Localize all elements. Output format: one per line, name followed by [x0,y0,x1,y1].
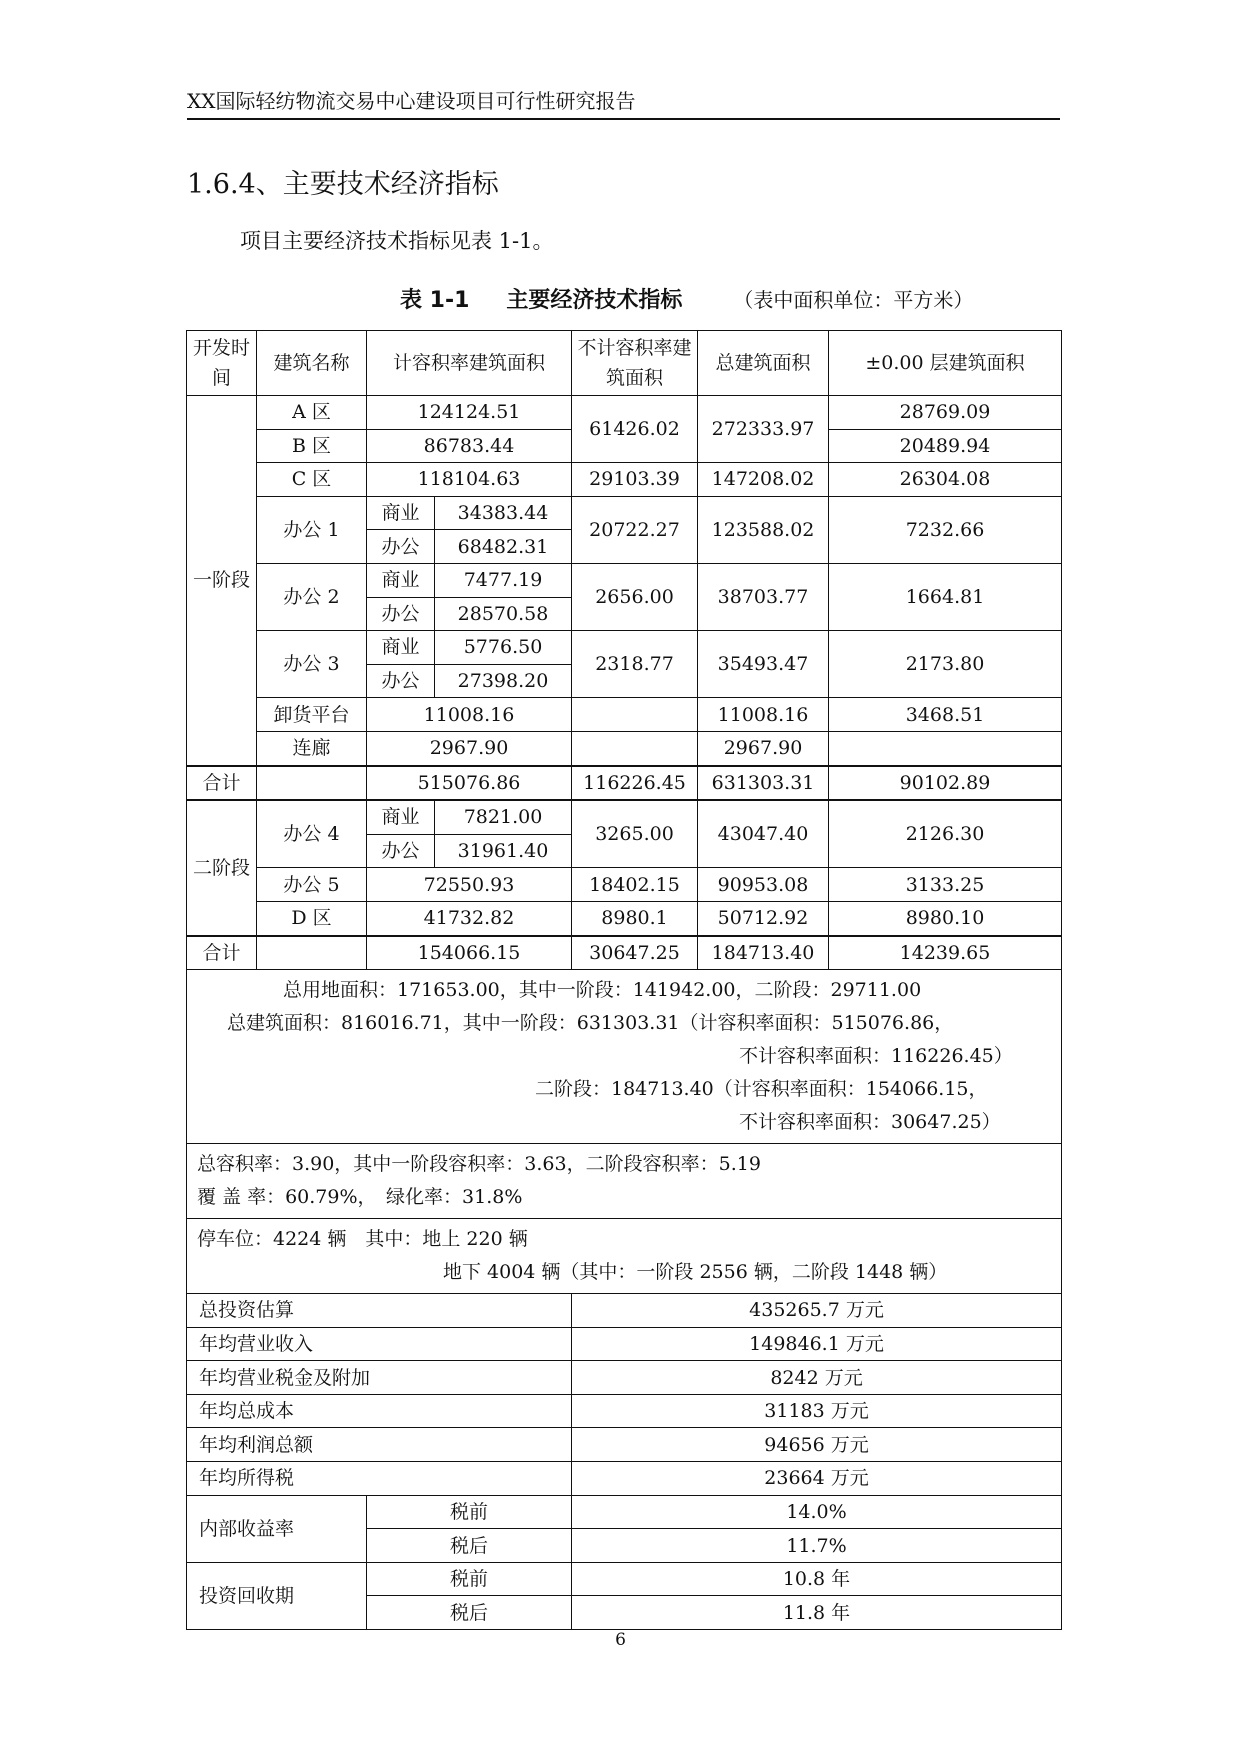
running-header: XX国际轻纺物流交易中心建设项目可行性研究报告 [187,86,1060,120]
payback-post-value: 11.8 年 [572,1596,1062,1630]
table-row [187,698,1062,732]
far-value: 86783.44 [367,429,572,463]
ground-value: 7232.66 [829,496,1062,563]
table-unit-note: （表中面积单位：平方米） [733,288,974,312]
row-name: B 区 [257,429,367,463]
finance-value: 435265.7 万元 [572,1294,1062,1328]
sub-label: 商业 [367,563,435,597]
far-value: 41732.82 [367,901,572,935]
parking-note-line1: 停车位：4224 辆 其中：地上 220 辆 [197,1228,528,1251]
far-value: 7477.19 [435,563,572,597]
finance-label: 年均总成本 [187,1394,572,1428]
table-row [187,496,1062,530]
total-value: 2967.90 [698,731,829,765]
nonfar-value: 18402.15 [572,868,698,902]
stage1-label: 一阶段 [187,396,257,766]
finance-row [187,1294,1062,1328]
row-name: 办公 4 [257,800,367,868]
header-building-name: 建筑名称 [257,331,367,396]
far-value: 2967.90 [367,731,572,765]
finance-value: 31183 万元 [572,1394,1062,1428]
ground-value: 8980.10 [829,901,1062,935]
finance-value: 94656 万元 [572,1428,1062,1462]
ground-value: 2173.80 [829,631,1062,698]
nonfar-value: 3265.00 [572,800,698,868]
finance-label: 年均利润总额 [187,1428,572,1462]
total-value: 272333.97 [698,396,829,463]
table-row [187,463,1062,497]
row-name: 办公 5 [257,868,367,902]
pre-tax-label: 税前 [367,1495,572,1529]
header-nonfar-area: 不计容积率建筑面积 [572,331,698,396]
indicator-table [186,330,1062,1630]
total-label: 合计 [187,766,257,801]
ratio-notes [187,1144,1062,1219]
row-name: 办公 1 [257,496,367,563]
far-value: 5776.50 [435,631,572,665]
table-row [187,800,1062,834]
header-dev-time: 开发时间 [187,331,257,396]
total-value: 35493.47 [698,631,829,698]
far-value: 124124.51 [367,396,572,430]
row-name: 办公 2 [257,563,367,630]
total-value: 123588.02 [698,496,829,563]
row-name: 连廊 [257,731,367,765]
far-value: 72550.93 [367,868,572,902]
gfa-note-line2: 不计容积率面积：116226.45） [739,1045,1013,1068]
ground-value: 3468.51 [829,698,1062,732]
sub-label: 办公 [367,834,435,868]
ground-value: 3133.25 [829,868,1062,902]
nonfar-value: 116226.45 [572,766,698,801]
header-far-area: 计容积率建筑面积 [367,331,572,396]
table-row [187,901,1062,935]
row-name: A 区 [257,396,367,430]
stage2-total-row [187,936,1062,970]
finance-value: 8242 万元 [572,1361,1062,1395]
sub-label: 商业 [367,496,435,530]
total-value: 50712.92 [698,901,829,935]
table-row [187,731,1062,765]
finance-row [187,1462,1062,1496]
total-value: 38703.77 [698,563,829,630]
nonfar-value: 30647.25 [572,936,698,970]
gfa-note-line1: 总建筑面积：816016.71，其中一阶段：631303.31（计容积率面积：515076.86， [227,1012,954,1035]
payback-label: 投资回收期 [187,1562,367,1629]
table-header-row [187,331,1062,396]
pre-tax-label: 税前 [367,1562,572,1596]
ground-value: 28769.09 [829,396,1062,430]
gfa-note-line4: 不计容积率面积：30647.25） [739,1111,1001,1134]
post-tax-label: 税后 [367,1529,572,1563]
sub-label: 办公 [367,530,435,564]
nonfar-value [572,731,698,765]
far-value: 11008.16 [367,698,572,732]
area-notes-row [187,970,1062,1144]
nonfar-value: 20722.27 [572,496,698,563]
page-number: 6 [615,1630,626,1650]
total-value: 184713.40 [698,936,829,970]
ratio-notes-row [187,1144,1062,1219]
payback-pre-value: 10.8 年 [572,1562,1062,1596]
ground-value: 14239.65 [829,936,1062,970]
table-number: 表 1-1 [400,288,470,313]
area-notes [187,970,1062,1144]
sub-label: 办公 [367,664,435,698]
stage1-total-row [187,766,1062,801]
far-value: 515076.86 [367,766,572,801]
far-value: 27398.20 [435,664,572,698]
header-ground-area: ±0.00 层建筑面积 [829,331,1062,396]
far-note: 总容积率：3.90，其中一阶段容积率：3.63，二阶段容积率：5.19 [197,1153,761,1176]
sub-label: 商业 [367,631,435,665]
post-tax-label: 税后 [367,1596,572,1630]
table-row [187,631,1062,665]
finance-row [187,1327,1062,1361]
far-value: 68482.31 [435,530,572,564]
far-value: 34383.44 [435,496,572,530]
far-value: 7821.00 [435,800,572,834]
sub-label: 办公 [367,597,435,631]
finance-label: 年均营业税金及附加 [187,1361,572,1395]
empty-cell [257,766,367,801]
empty-cell [257,936,367,970]
finance-label: 年均所得税 [187,1462,572,1496]
table-row [187,868,1062,902]
finance-row [187,1562,1062,1596]
finance-label: 年均营业收入 [187,1327,572,1361]
finance-row [187,1428,1062,1462]
sub-label: 商业 [367,800,435,834]
stage2-label: 二阶段 [187,800,257,935]
row-name: D 区 [257,901,367,935]
row-name: 办公 3 [257,631,367,698]
nonfar-value: 8980.1 [572,901,698,935]
total-value: 147208.02 [698,463,829,497]
finance-row [187,1394,1062,1428]
table-row [187,563,1062,597]
irr-label: 内部收益率 [187,1495,367,1562]
table-caption [400,285,973,316]
total-value: 631303.31 [698,766,829,801]
finance-row [187,1361,1062,1395]
intro-paragraph: 项目主要经济技术指标见表 1-1。 [240,229,554,253]
finance-value: 23664 万元 [572,1462,1062,1496]
irr-pre-value: 14.0% [572,1495,1062,1529]
total-value: 90953.08 [698,868,829,902]
far-value: 28570.58 [435,597,572,631]
table-name: 主要经济技术指标 [506,287,683,313]
total-label: 合计 [187,936,257,970]
ground-value: 2126.30 [829,800,1062,868]
ground-value [829,731,1062,765]
header-total-area: 总建筑面积 [698,331,829,396]
far-value: 118104.63 [367,463,572,497]
nonfar-value [572,698,698,732]
irr-post-value: 11.7% [572,1529,1062,1563]
ground-value: 90102.89 [829,766,1062,801]
ground-value: 1664.81 [829,563,1062,630]
finance-row [187,1495,1062,1529]
nonfar-value: 29103.39 [572,463,698,497]
total-value: 11008.16 [698,698,829,732]
nonfar-value: 2656.00 [572,563,698,630]
nonfar-value: 2318.77 [572,631,698,698]
parking-notes-row [187,1219,1062,1294]
parking-note-line2: 地下 4004 辆（其中：一阶段 2556 辆，二阶段 1448 辆） [443,1261,948,1284]
total-value: 43047.40 [698,800,829,868]
table-row [187,396,1062,430]
row-name: C 区 [257,463,367,497]
finance-label: 总投资估算 [187,1294,572,1328]
row-name: 卸货平台 [257,698,367,732]
gfa-note-line3: 二阶段：184713.40（计容积率面积：154066.15， [535,1078,988,1101]
land-area-note: 总用地面积：171653.00，其中一阶段：141942.00，二阶段：29711.00 [283,979,922,1002]
finance-value: 149846.1 万元 [572,1327,1062,1361]
section-title: 1.6.4、主要技术经济指标 [187,169,499,200]
far-value: 154066.15 [367,936,572,970]
nonfar-value: 61426.02 [572,396,698,463]
ground-value: 20489.94 [829,429,1062,463]
far-value: 31961.40 [435,834,572,868]
coverage-note: 覆 盖 率：60.79%， 绿化率：31.8% [197,1186,523,1209]
parking-notes [187,1219,1062,1294]
ground-value: 26304.08 [829,463,1062,497]
